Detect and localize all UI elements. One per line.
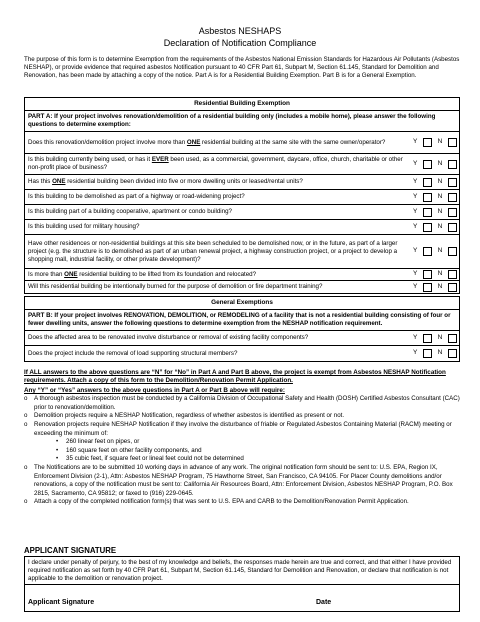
- requirements-list: [24, 395, 460, 507]
- part-b-box: [24, 296, 460, 362]
- list-item: [24, 395, 460, 412]
- question-row: [25, 132, 459, 154]
- yes-label: Y: [413, 247, 418, 255]
- threshold-list: [34, 438, 460, 464]
- no-label: N: [437, 159, 443, 167]
- yes-no-group: [413, 154, 457, 174]
- bullet-marker: •: [56, 455, 59, 463]
- no-label: N: [437, 222, 443, 230]
- question-row: [25, 269, 459, 281]
- sub-item-text: 260 linear feet on pipes, or: [66, 438, 140, 446]
- question-text: Does the project include the removal of load supporting structural members?: [28, 349, 238, 357]
- question-text: [28, 175, 408, 189]
- q-emphasis: EVER: [151, 156, 169, 163]
- no-checkbox[interactable]: [448, 247, 457, 256]
- no-label: N: [437, 270, 443, 278]
- question-row: [25, 235, 459, 269]
- list-item-text: Renovation projects require NESHAP Notification if they involve the disturbance of friable or Regulated Asbestos Containing Material (RACM) meeting or exceeding the minimum of:: [34, 421, 452, 437]
- yes-no-group: [413, 281, 457, 293]
- signature-line[interactable]: [28, 598, 456, 607]
- sub-item-text: 160 square feet on other facility components, and: [66, 446, 202, 454]
- no-checkbox[interactable]: [448, 349, 457, 358]
- sub-item-text: 35 cubic feet, if square feet or lineal feet could not be determined: [66, 455, 244, 463]
- question-row: [25, 175, 459, 190]
- question-text: [28, 269, 408, 280]
- yes-checkbox[interactable]: [423, 270, 432, 279]
- form-title: [0, 25, 480, 49]
- yes-checkbox[interactable]: [423, 247, 432, 256]
- yes-no-group: [413, 346, 457, 361]
- list-item: [24, 421, 460, 464]
- no-label: N: [437, 282, 443, 290]
- q-text-b: residential building at the same site with the same owner/operator?: [200, 138, 386, 146]
- q-emphasis: ONE: [52, 178, 66, 185]
- no-label: N: [437, 177, 443, 185]
- q-text-a: Does this renovation/demolition project involve more than: [28, 138, 187, 146]
- list-item-text: Attach a copy of the completed notification form(s) that was sent to U.S. EPA and CARB to the Demolition/Renovation Permit Application.: [34, 498, 409, 506]
- signature-label: Applicant Signature: [28, 598, 95, 606]
- question-text: Is this building to be demolished as part of a highway or road-widening project?: [28, 193, 245, 200]
- intro-paragraph: The purpose of this form is to determine Exemption from the requirements of the Asbestos National Emission Standards for Hazardous Air Pollutants (Asbestos NESHAP), or provide evidence that required asbestos Notification pursuant to 40 CFR Part 61, Subpart M, Section 61.145, Standard for Demolition and Renovation, has been made by attaching a copy of the notice. Part A is for a Residential Building Exemption. Part B is for a General Exemption.: [24, 56, 460, 80]
- question-row: [25, 281, 459, 293]
- title-line: Asbestos NESHAPS: [198, 26, 282, 36]
- yes-no-group: [413, 331, 457, 345]
- no-label: N: [437, 192, 443, 200]
- question-text: Have other residences or non-residential buildings at this site been scheduled to be demolished now, or in the future, as part of a larger project (e.g. the structure is to demolished as part of an urban renewal project, a highway construction project, or a project to develop a shopping mall, industrial facility, or other private development)?: [28, 239, 398, 263]
- no-checkbox[interactable]: [448, 283, 457, 292]
- yes-no-group: [413, 205, 457, 219]
- sub-list-item: [56, 455, 460, 464]
- yes-label: Y: [413, 222, 418, 230]
- question-text: [28, 132, 408, 153]
- q-emphasis: ONE: [186, 138, 201, 146]
- no-label: N: [437, 349, 443, 357]
- yes-label: Y: [413, 177, 418, 185]
- yes-no-group: [413, 220, 457, 234]
- part-a-intro: PART A: If your project involves renovation/demolition of a residential building only (includes a mobile home), please answer the following questions to determine exemption:: [25, 111, 459, 132]
- no-checkbox[interactable]: [448, 208, 457, 217]
- sub-list-item: [56, 438, 460, 447]
- no-label: N: [437, 207, 443, 215]
- sub-list-item: [56, 447, 460, 456]
- q-text-b: residential building to be lifted from its foundation and relocated?: [77, 270, 257, 278]
- part-b-intro: PART B: If your project involves RENOVATION, DEMOLITION, or REMODELING of a facility that is not a residential building consisting of four or fewer dwelling units, answer the following questions to determine exemption from the NESHAP notification requirement.: [25, 310, 459, 331]
- yes-checkbox[interactable]: [423, 160, 432, 169]
- list-item: [24, 412, 460, 421]
- question-row: [25, 190, 459, 205]
- no-checkbox[interactable]: [448, 223, 457, 232]
- list-item: [24, 464, 460, 498]
- question-text: [28, 154, 408, 174]
- yes-label: Y: [413, 207, 418, 215]
- question-text: Will this residential building be intentionally burned for the purpose of demolition or fire department training?: [28, 283, 323, 290]
- question-row: [25, 346, 459, 361]
- question-row: [25, 154, 459, 175]
- date-label: Date: [316, 598, 332, 606]
- part-a-heading: Residential Building Exemption: [25, 98, 459, 111]
- question-text: Is this building used for military housing?: [28, 223, 140, 230]
- yes-label: Y: [413, 282, 418, 290]
- yes-checkbox[interactable]: [423, 193, 432, 202]
- q-text-a: Is more than: [28, 270, 65, 278]
- no-label: N: [437, 138, 443, 146]
- requirements-section: [24, 369, 460, 507]
- yes-checkbox[interactable]: [423, 334, 432, 343]
- yes-label: Y: [413, 192, 418, 200]
- yes-checkbox[interactable]: [423, 223, 432, 232]
- list-marker: o: [24, 395, 28, 403]
- no-checkbox[interactable]: [448, 138, 457, 147]
- yes-no-group: [413, 132, 457, 153]
- q-text-a: Has this: [28, 178, 53, 185]
- question-row: [25, 220, 459, 235]
- yes-checkbox[interactable]: [423, 283, 432, 292]
- no-checkbox[interactable]: [448, 270, 457, 279]
- subtitle-line: Declaration of Notification Compliance: [163, 38, 317, 48]
- yes-checkbox[interactable]: [423, 208, 432, 217]
- no-checkbox[interactable]: [448, 334, 457, 343]
- no-checkbox[interactable]: [448, 193, 457, 202]
- question-row: [25, 331, 459, 346]
- list-marker: o: [24, 421, 28, 428]
- list-item-text: Demolition projects require a NESHAP Notification, regardless of whether asbestos is identified as present or not.: [34, 412, 345, 420]
- yes-label: Y: [413, 159, 418, 167]
- yes-label: Y: [413, 138, 418, 146]
- list-item-text: The Notifications are to be submitted 10 working days in advance of any work. The original notification form should be sent to: U.S. EPA, Region IX, Enforcement Division (2-1), Attn: Asbestos NESHAP Program, 75 Hawthorne Street, San Francisco, CA 94105. For Placer County demolitions and/or renovations, a copy of the notification must be sent to: California Air Resources Board, Attn: Enforcement Division, Asbestos NESHAP Program, P.O. Box 2815, Sacramento, CA 95812; or faxed to (916) 229-0645.: [34, 463, 453, 497]
- exempt-statement: If ALL answers to the above questions are “N” for “No” in Part A and Part B above, the project is exempt from Asbestos NESHAP Notification requirements. Attach a copy of this form to the Demolition/Renovation Permit Application.: [24, 369, 446, 385]
- yes-checkbox[interactable]: [423, 138, 432, 147]
- declaration-text: I declare under penalty of perjury, to the best of my knowledge and beliefs, the responses made herein are true and correct, and that either I have provided required notification as set forth by 40 CFR Part 61, Subpart M, Section 61.145, Standard for Demolition and Renovation, or declare that notification is not applicable to the demolition or renovation project.: [25, 557, 459, 585]
- question-text: Does the affected area to be renovated involve disturbance or removal of existing facility components?: [28, 334, 309, 341]
- question-text: Is this building part of a building cooperative, apartment or condo building?: [28, 208, 232, 215]
- yes-no-group: [413, 235, 457, 268]
- yes-no-group: [413, 269, 457, 280]
- q-text-b: been used, as a commercial, government, daycare, office, church, charitable or other non-profit place of business?: [28, 156, 403, 171]
- yes-no-group: [413, 175, 457, 189]
- bullet-marker: •: [56, 446, 59, 454]
- list-item-text: A thorough asbestos inspection must be conducted by a California Division of Occupational Safety and Health (DOSH) Certified Asbestos Consultant (CAC) prior to renovation/demolition.: [34, 395, 460, 411]
- yes-requirements-heading: Any “Y” or “Yes” answers to the above questions in Part A or Part B above will require:: [24, 386, 285, 394]
- no-label: N: [437, 247, 443, 255]
- q-text-a: Is this building currently being used, or has it: [28, 156, 152, 163]
- q-text-b: residential building been divided into five or more dwelling units or leased/rental units?: [65, 178, 303, 185]
- part-b-heading: General Exemptions: [25, 297, 459, 310]
- list-marker: o: [24, 498, 28, 506]
- signature-heading: APPLICANT SIGNATURE: [24, 546, 117, 555]
- yes-label: Y: [413, 333, 418, 341]
- list-marker: o: [24, 412, 28, 420]
- bullet-marker: •: [56, 438, 59, 446]
- signature-box: [24, 556, 460, 612]
- yes-label: Y: [413, 349, 418, 357]
- question-row: [25, 205, 459, 220]
- list-item: [24, 498, 460, 507]
- list-marker: o: [24, 463, 28, 471]
- q-emphasis: ONE: [64, 270, 78, 278]
- part-a-box: [24, 97, 460, 294]
- yes-label: Y: [413, 270, 418, 278]
- yes-no-group: [413, 190, 457, 204]
- no-checkbox[interactable]: [448, 160, 457, 169]
- yes-checkbox[interactable]: [423, 178, 432, 187]
- no-checkbox[interactable]: [448, 178, 457, 187]
- yes-checkbox[interactable]: [423, 349, 432, 358]
- no-label: N: [437, 333, 443, 341]
